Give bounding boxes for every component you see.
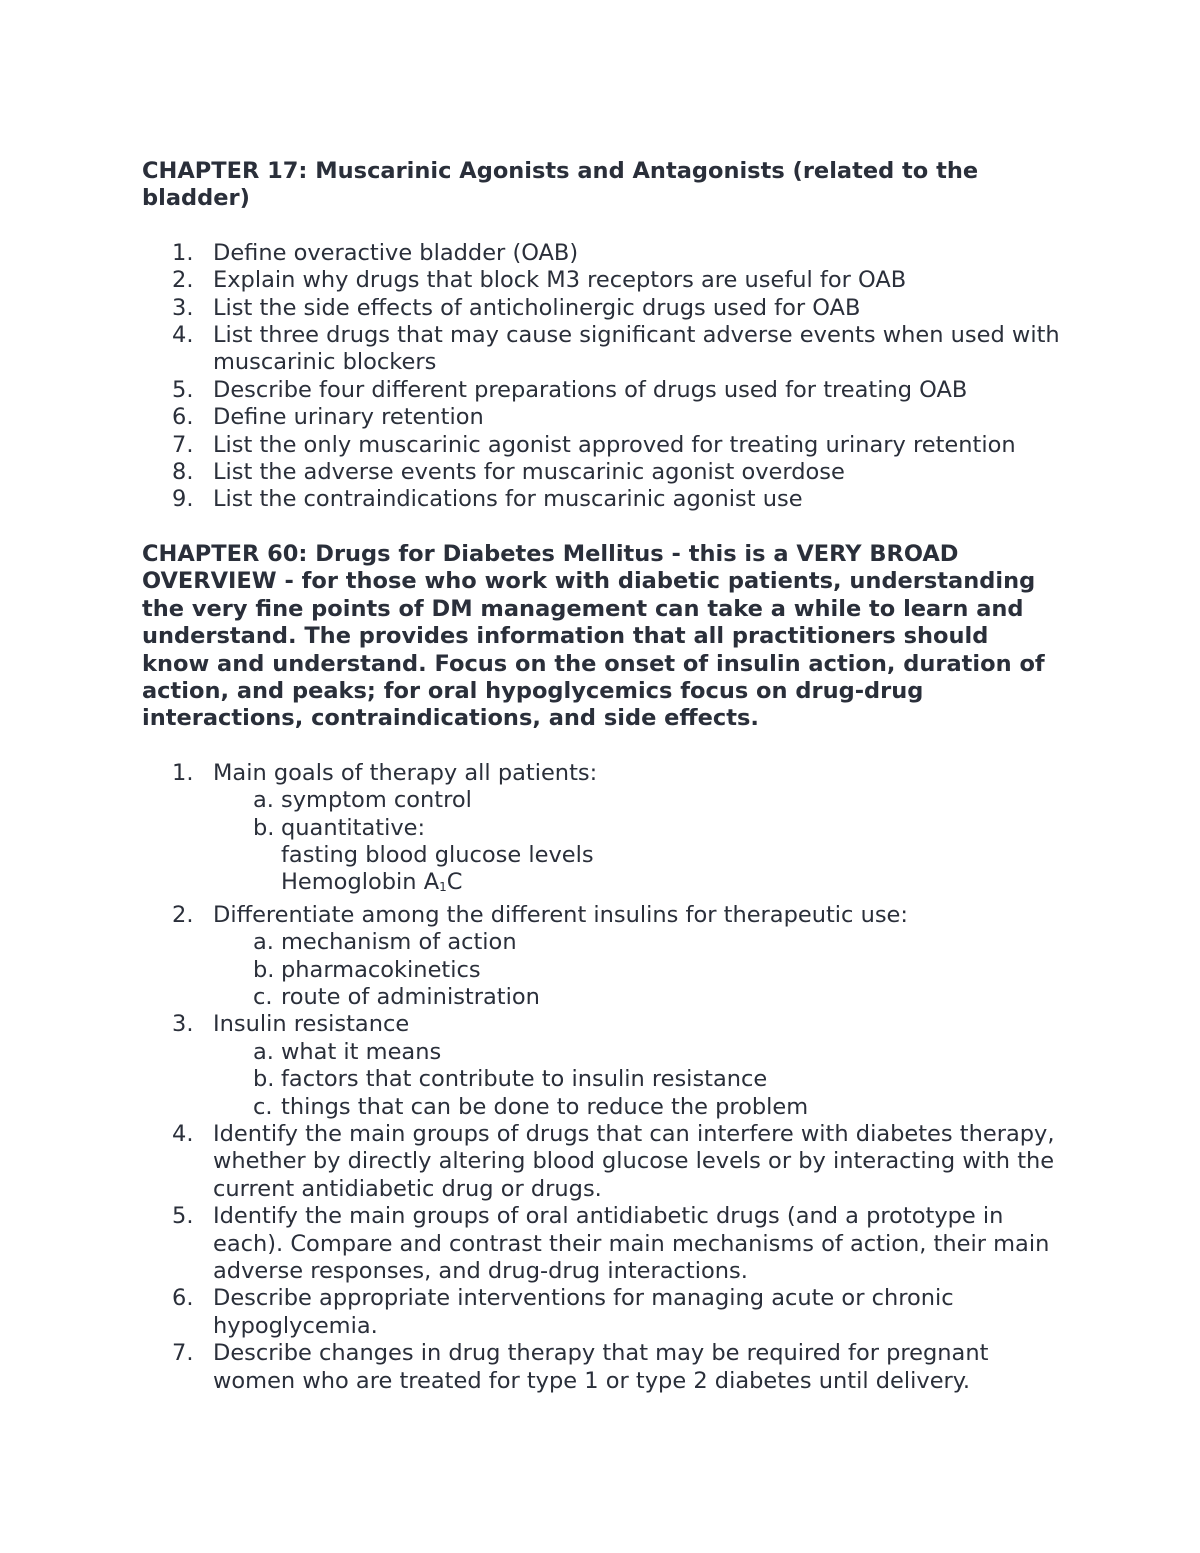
list-number: 3. xyxy=(172,1011,194,1038)
sub-list-text: factors that contribute to insulin resistance xyxy=(281,1066,768,1093)
sub-list-letter: c. xyxy=(253,983,273,1010)
chapter-17-heading: CHAPTER 17: Muscarinic Agonists and Antagonists (related to the bladder) xyxy=(142,158,979,212)
sub-list-text: pharmacokinetics xyxy=(281,956,481,983)
list-item xyxy=(142,322,1062,377)
list-number: 5. xyxy=(172,1203,194,1230)
list-item-text: List three drugs that may cause significant adverse events when used with muscarinic blockers xyxy=(213,322,1060,376)
sub-list-item xyxy=(213,1066,1062,1093)
sub-list-item xyxy=(213,957,1062,984)
sub-list-item xyxy=(213,1039,1062,1066)
list-item xyxy=(142,486,1062,513)
list-item-text: List the only muscarinic agonist approved for treating urinary retention xyxy=(213,431,1016,458)
list-item xyxy=(142,267,1062,294)
list-item-text: List the side effects of anticholinergic drugs used for OAB xyxy=(213,294,861,321)
sub-list-item xyxy=(213,984,1062,1011)
list-item xyxy=(142,295,1062,322)
list-number: 4. xyxy=(172,1121,194,1147)
sub-list-letter: b. xyxy=(253,1066,275,1093)
list-number: 6. xyxy=(172,1285,194,1312)
sub-list-text: things that can be done to reduce the problem xyxy=(281,1093,809,1120)
list-item-text: List the contraindications for muscarinic agonist use xyxy=(213,486,803,513)
sub-list-letter: a. xyxy=(253,787,274,814)
list-item-text: Define urinary retention xyxy=(213,404,484,431)
list-item-text: Describe four different preparations of drugs used for treating OAB xyxy=(213,376,968,403)
chapter-60-heading: CHAPTER 60: Drugs for Diabetes Mellitus - this is a VERY BROAD OVERVIEW - for those who work with diabetic patients, understanding the very fine points of DM management can take a while to learn and understand. The provides information that all practitioners should know and understand. Focus on the onset of insulin action, duration of action, and peaks; for oral hypoglycemics focus on drug-drug interactions, contraindications, and side effects. xyxy=(142,540,1045,732)
list-item xyxy=(142,1011,1062,1121)
list-item xyxy=(142,1285,1062,1340)
list-item-text: Identify the main groups of oral antidiabetic drugs (and a prototype in each). Compare and contrast their main mechanisms of action, their main adverse responses, and drug-drug interactions. xyxy=(213,1203,1050,1285)
chapter-17-objectives-list xyxy=(142,240,1062,514)
list-number: 5. xyxy=(172,376,194,403)
sub-list-item xyxy=(213,1094,1062,1121)
list-number: 2. xyxy=(172,267,194,294)
sub-list-text: what it means xyxy=(281,1038,442,1065)
list-item xyxy=(142,1340,1062,1395)
list-item-text: Main goals of therapy all patients: xyxy=(213,759,598,786)
list-item xyxy=(142,404,1062,431)
list-item xyxy=(142,240,1062,267)
list-item xyxy=(142,1121,1062,1203)
subscript: 1 xyxy=(439,880,447,895)
list-number: 9. xyxy=(172,486,194,513)
list-number: 3. xyxy=(172,294,194,321)
sub-list-text: route of administration xyxy=(281,983,540,1010)
list-item-text: List the adverse events for muscarinic agonist overdose xyxy=(213,459,845,486)
list-item-text: Insulin resistance xyxy=(213,1011,410,1038)
list-item xyxy=(142,432,1062,459)
quantitative-measure xyxy=(213,869,1062,901)
hemoglobin-text-end: C xyxy=(446,869,463,896)
list-item-text: Explain why drugs that block M3 receptors are useful for OAB xyxy=(213,267,907,294)
list-number: 1. xyxy=(172,239,194,266)
list-number: 7. xyxy=(172,1340,194,1367)
sub-list-letter: c. xyxy=(253,1093,273,1120)
list-item xyxy=(142,377,1062,404)
list-item-text: Describe changes in drug therapy that may be required for pregnant women who are treated for type 1 or type 2 diabetes until delivery. xyxy=(213,1340,989,1394)
sub-list-text: mechanism of action xyxy=(281,929,517,956)
list-item xyxy=(142,1203,1062,1285)
document-page xyxy=(142,158,1062,1395)
list-number: 8. xyxy=(172,459,194,486)
sub-list-item xyxy=(213,787,1062,814)
list-item-text: Differentiate among the different insulins for therapeutic use: xyxy=(213,901,908,928)
list-item xyxy=(142,760,1062,902)
sub-list-item xyxy=(213,929,1062,956)
list-item xyxy=(142,459,1062,486)
sub-list xyxy=(213,787,1062,842)
list-item xyxy=(142,902,1062,1012)
list-number: 7. xyxy=(172,431,194,458)
hemoglobin-text: Hemoglobin A xyxy=(281,869,440,896)
sub-list-letter: b. xyxy=(253,956,275,983)
list-number: 1. xyxy=(172,759,194,786)
sub-list-letter: a. xyxy=(253,1038,274,1065)
list-item-text: Identify the main groups of drugs that can interfere with diabetes therapy, whether by directly altering blood glucose levels or by interacting with the current antidiabetic drug or drugs. xyxy=(213,1121,1055,1202)
sub-list xyxy=(213,1039,1062,1121)
list-number: 6. xyxy=(172,404,194,431)
list-item-text: Define overactive bladder (OAB) xyxy=(213,239,579,266)
sub-list-item xyxy=(213,815,1062,842)
chapter-60-objectives-list xyxy=(142,760,1062,1395)
list-number: 2. xyxy=(172,901,194,928)
sub-list-letter: b. xyxy=(253,814,275,841)
quantitative-measure: fasting blood glucose levels xyxy=(281,841,594,868)
sub-list xyxy=(213,929,1062,1011)
sub-list-text: quantitative: xyxy=(281,814,426,841)
list-number: 4. xyxy=(172,322,194,349)
sub-list-letter: a. xyxy=(253,929,274,956)
sub-list-text: symptom control xyxy=(281,787,472,814)
list-item-text: Describe appropriate interventions for managing acute or chronic hypoglycemia. xyxy=(213,1285,954,1339)
